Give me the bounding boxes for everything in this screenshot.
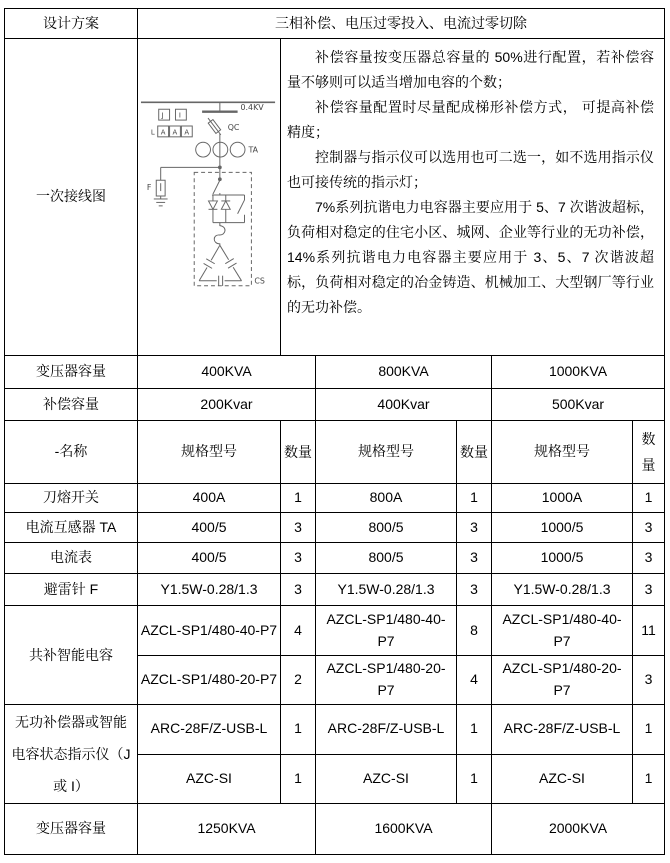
qty-cell: 3 bbox=[457, 543, 492, 574]
capacity-value: 800KVA bbox=[316, 356, 492, 389]
spec-cell: 800/5 bbox=[316, 543, 457, 574]
qty-header: 数量 bbox=[281, 421, 316, 484]
item-row bbox=[5, 574, 665, 606]
row-label: 刀熔开关 bbox=[5, 484, 138, 513]
qty-cell: 4 bbox=[457, 656, 492, 705]
group-row bbox=[5, 705, 665, 755]
spec-cell: 400A bbox=[138, 484, 281, 513]
capacity-value: 500Kvar bbox=[492, 389, 665, 421]
design-scheme-value: 三相补偿、电压过零投入、电流过零切除 bbox=[138, 9, 665, 39]
item-row bbox=[5, 513, 665, 543]
compensation-capacity-row bbox=[5, 389, 665, 421]
f-label: F bbox=[146, 183, 151, 193]
design-scheme-row bbox=[5, 9, 665, 39]
qty-cell: 3 bbox=[281, 574, 316, 606]
qty-cell: 2 bbox=[281, 656, 316, 705]
qty-cell: 3 bbox=[633, 574, 665, 606]
spec-cell: Y1.5W-0.28/1.3 bbox=[492, 574, 633, 606]
qty-cell: 4 bbox=[281, 606, 316, 656]
capacity-value: 400KVA bbox=[138, 356, 316, 389]
qty-header: 数量 bbox=[457, 421, 492, 484]
qty-cell: 3 bbox=[281, 513, 316, 543]
spec-cell: AZCL-SP1/480-40-P7 bbox=[138, 606, 281, 656]
qty-cell: 1 bbox=[457, 705, 492, 755]
qty-cell: 3 bbox=[633, 656, 665, 705]
qty-cell: 1 bbox=[457, 754, 492, 804]
name-header: -名称 bbox=[5, 421, 138, 484]
spec-header: 规格型号 bbox=[492, 421, 633, 484]
spec-cell: ARC-28F/Z-USB-L bbox=[316, 705, 457, 755]
wiring-diagram-label: 一次接线图 bbox=[5, 39, 138, 356]
meter-i-label: I bbox=[178, 111, 181, 120]
note-paragraph: 补偿容量配置时尽量配成梯形补偿方式， 可提高补偿精度； bbox=[287, 99, 655, 140]
spec-cell: AZCL-SP1/480-40-P7 bbox=[492, 606, 633, 656]
qty-cell: 1 bbox=[633, 705, 665, 755]
spec-cell: ARC-28F/Z-USB-L bbox=[138, 705, 281, 755]
wiring-diagram-cell bbox=[138, 39, 281, 356]
spec-table bbox=[4, 8, 665, 855]
reactor-coil bbox=[214, 223, 225, 246]
ammeter-label: A bbox=[172, 128, 177, 137]
spec-cell: AZC-SI bbox=[492, 754, 633, 804]
spec-cell: AZCL-SP1/480-20-P7 bbox=[492, 656, 633, 705]
spec-cell: AZCL-SP1/480-20-P7 bbox=[138, 656, 281, 705]
qty-cell: 1 bbox=[281, 484, 316, 513]
spec-cell: Y1.5W-0.28/1.3 bbox=[316, 574, 457, 606]
qty-cell: 3 bbox=[457, 513, 492, 543]
compensation-capacity-label: 补偿容量 bbox=[5, 389, 138, 421]
capacity-value: 1250KVA bbox=[138, 804, 316, 855]
ta-label: TA bbox=[247, 145, 258, 155]
qty-header: 数量 bbox=[633, 421, 665, 484]
spec-cell: 1000/5 bbox=[492, 543, 633, 574]
note-paragraph: 控制器与指示仪可以选用也可二选一，如不选用指示仪也可接传统的指示灯； bbox=[287, 149, 655, 190]
row-label: 电流表 bbox=[5, 543, 138, 574]
qty-cell: 1 bbox=[633, 754, 665, 804]
spec-cell: 800A bbox=[316, 484, 457, 513]
spec-cell: 400/5 bbox=[138, 543, 281, 574]
spec-cell: AZC-SI bbox=[138, 754, 281, 804]
qty-cell: 3 bbox=[281, 543, 316, 574]
ct-circles bbox=[195, 142, 244, 157]
qty-cell: 3 bbox=[457, 574, 492, 606]
note-paragraph: 7%系列抗谐电力电容器主要应用于 5、7 次谐波超标，负荷相对稳定的住宅小区、城网、企业等行业的无功补偿，14%系列抗谐电力电容器主要应用于 3、5、7 次谐波超标，负荷相对稳定的冶金铸造、机械加工、大型钢厂等行业的无功补偿。 bbox=[287, 199, 655, 315]
arrester-symbol bbox=[153, 167, 167, 205]
row-label: 无功补偿器或智能电容状态指示仪（J 或 I） bbox=[5, 705, 138, 804]
qc-label: QC bbox=[227, 122, 239, 132]
spec-cell: 1000/5 bbox=[492, 513, 633, 543]
meter-j-label: J bbox=[161, 111, 164, 120]
meter-sum-label: L bbox=[150, 128, 155, 137]
spec-cell: Y1.5W-0.28/1.3 bbox=[138, 574, 281, 606]
spec-cell: AZC-SI bbox=[316, 754, 457, 804]
qty-cell: 1 bbox=[633, 484, 665, 513]
notes-cell bbox=[281, 39, 665, 356]
item-row bbox=[5, 484, 665, 513]
qty-cell: 1 bbox=[281, 705, 316, 755]
item-row bbox=[5, 543, 665, 574]
spec-header: 规格型号 bbox=[138, 421, 281, 484]
cs-label: CS bbox=[253, 276, 265, 286]
voltage-label: 0.4KV bbox=[240, 103, 264, 113]
group-row bbox=[5, 606, 665, 656]
spec-cell: AZCL-SP1/480-40-P7 bbox=[316, 606, 457, 656]
transformer-capacity-row bbox=[5, 356, 665, 389]
spec-cell: AZCL-SP1/480-20-P7 bbox=[316, 656, 457, 705]
spec-cell: 1000A bbox=[492, 484, 633, 513]
row-label: 避雷针 F bbox=[5, 574, 138, 606]
qty-cell: 1 bbox=[281, 754, 316, 804]
bank-switch-symbol bbox=[212, 178, 220, 195]
transformer-capacity-label: 变压器容量 bbox=[5, 356, 138, 389]
capacity-value: 200Kvar bbox=[138, 389, 316, 421]
wiring-diagram-row bbox=[5, 39, 665, 356]
qty-cell: 11 bbox=[633, 606, 665, 656]
row-label: 共补智能电容 bbox=[5, 606, 138, 705]
ammeter-label: A bbox=[183, 128, 189, 137]
qty-cell: 1 bbox=[457, 484, 492, 513]
footer-capacity-row bbox=[5, 804, 665, 855]
row-label: 电流互感器 TA bbox=[5, 513, 138, 543]
qty-cell: 8 bbox=[457, 606, 492, 656]
thyristor-valves bbox=[208, 195, 244, 223]
spec-cell: 800/5 bbox=[316, 513, 457, 543]
design-scheme-label: 设计方案 bbox=[5, 9, 138, 39]
ammeter-label: A bbox=[160, 128, 165, 137]
capacity-value: 2000KVA bbox=[492, 804, 665, 855]
note-paragraph: 补偿容量按变压器总容量的 50%进行配置，若补偿容量不够则可以适当增加电容的个数； bbox=[287, 49, 655, 90]
transformer-capacity-label: 变压器容量 bbox=[5, 804, 138, 855]
capacity-value: 400Kvar bbox=[316, 389, 492, 421]
capacitor-bank-delta bbox=[199, 245, 241, 286]
one-line-diagram bbox=[139, 39, 280, 354]
spec-cell: 400/5 bbox=[138, 513, 281, 543]
column-header-row bbox=[5, 421, 665, 484]
capacity-value: 1600KVA bbox=[316, 804, 492, 855]
spec-cell: ARC-28F/Z-USB-L bbox=[492, 705, 633, 755]
dashed-enclosure bbox=[194, 172, 251, 285]
qty-cell: 3 bbox=[633, 513, 665, 543]
capacity-value: 1000KVA bbox=[492, 356, 665, 389]
spec-header: 规格型号 bbox=[316, 421, 457, 484]
qty-cell: 3 bbox=[633, 543, 665, 574]
